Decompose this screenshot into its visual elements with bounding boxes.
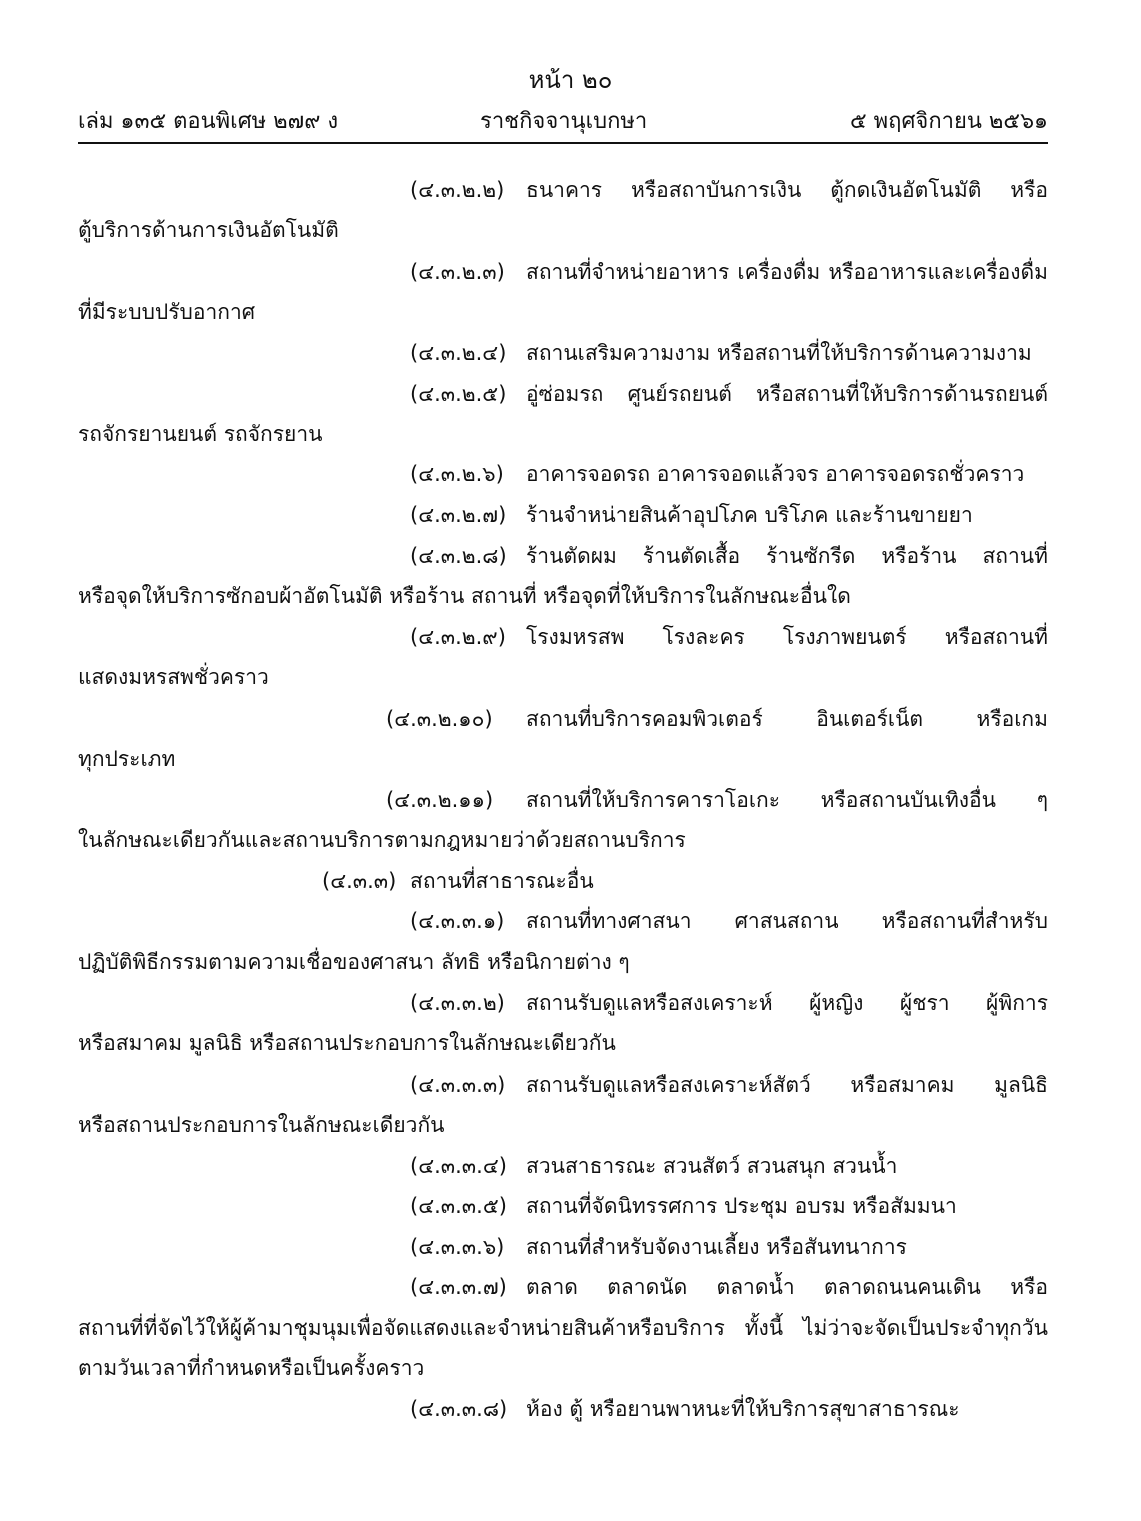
item-text: โรงมหรสพ โรงละคร โรงภาพยนตร์ หรือสถานที่: [526, 625, 1048, 649]
item-continuation: ตู้บริการด้านการเงินอัตโนมัติ: [78, 218, 339, 242]
list-item-continuation: [0, 212, 1141, 248]
list-item: [0, 1391, 1141, 1427]
item-number: (๔.๓.๓.๘): [410, 1397, 508, 1421]
list-item-continuation: [0, 741, 1141, 777]
item-number: (๔.๓.๓.๕): [410, 1194, 507, 1218]
list-item: [0, 538, 1141, 574]
list-item-continuation: [0, 944, 1141, 980]
item-text: ร้านตัดผม ร้านตัดเสื้อ ร้านซักรีด หรือร้าน สถานที่: [526, 544, 1048, 568]
list-item: [0, 497, 1141, 533]
item-text: สถานที่ให้บริการคาราโอเกะ หรือสถานบันเทิงอื่น ๆ: [526, 788, 1048, 812]
list-item-continuation: [0, 294, 1141, 330]
item-number: (๔.๓.๒.๑๑): [386, 788, 494, 812]
list-item-continuation: [0, 416, 1141, 452]
item-continuation: หรือจุดให้บริการซักอบผ้าอัตโนมัติ หรือร้าน สถานที่ หรือจุดที่ให้บริการในลักษณะอื่นใด: [78, 584, 851, 608]
item-continuation: ปฏิบัติพิธีกรรมตามความเชื่อของศาสนา ลัทธิ หรือนิกายต่าง ๆ: [78, 950, 630, 974]
item-number: (๔.๓.๓.๗): [410, 1275, 507, 1299]
item-text: สถานเสริมความงาม หรือสถานที่ให้บริการด้านความงาม: [526, 341, 1032, 365]
publication-name: ราชกิจจานุเบกษา: [480, 109, 648, 134]
list-item: [0, 1229, 1141, 1265]
list-item: [0, 1067, 1141, 1103]
list-item-continuation: [0, 1310, 1141, 1346]
item-text: สถานที่สาธารณะอื่น: [410, 869, 594, 893]
item-continuation: หรือสมาคม มูลนิธิ หรือสถานประกอบการในลักษณะเดียวกัน: [78, 1031, 616, 1055]
list-item: [0, 254, 1141, 290]
list-item: [0, 985, 1141, 1021]
list-item: [0, 701, 1141, 737]
item-number: (๔.๓.๒.๑๐): [386, 707, 493, 731]
item-text: สถานที่จำหน่ายอาหาร เครื่องดื่ม หรืออาหารและเครื่องดื่ม: [526, 260, 1048, 284]
item-number: (๔.๓.๒.๒): [410, 178, 505, 202]
item-text: สถานที่บริการคอมพิวเตอร์ อินเตอร์เน็ต หรือเกม: [526, 707, 1048, 731]
item-text: ร้านจำหน่ายสินค้าอุปโภค บริโภค และร้านขายยา: [526, 503, 973, 527]
list-item-continuation: [0, 659, 1141, 695]
item-text: ห้อง ตู้ หรือยานพาหนะที่ให้บริการสุขาสาธารณะ: [526, 1397, 960, 1421]
item-number: (๔.๓.๓.๖): [410, 1235, 505, 1259]
page-number: หน้า ๒๐: [528, 66, 613, 94]
item-text: สถานที่จัดนิทรรศการ ประชุม อบรม หรือสัมมนา: [526, 1194, 957, 1218]
list-item: [0, 903, 1141, 939]
volume-issue: เล่ม ๑๓๕ ตอนพิเศษ ๒๗๙ ง: [78, 109, 339, 134]
item-text: สถานที่ทางศาสนา ศาสนสถาน หรือสถานที่สำหรับ: [526, 909, 1048, 933]
list-item: [0, 376, 1141, 412]
item-number: (๔.๓.๒.๕): [410, 382, 507, 406]
item-continuation: รถจักรยานยนต์ รถจักรยาน: [78, 422, 323, 446]
item-number: (๔.๓.๒.๗): [410, 503, 507, 527]
list-item-continuation: [0, 1350, 1141, 1386]
list-item-continuation: [0, 822, 1141, 858]
item-continuation: แสดงมหรสพชั่วคราว: [78, 665, 269, 689]
item-text: สวนสาธารณะ สวนสัตว์ สวนสนุก สวนน้ำ: [526, 1154, 898, 1178]
section-heading: [0, 863, 1141, 899]
list-item: [0, 1188, 1141, 1224]
list-item: [0, 1269, 1141, 1305]
item-text: อู่ซ่อมรถ ศูนย์รถยนต์ หรือสถานที่ให้บริการด้านรถยนต์: [526, 382, 1048, 406]
item-number: (๔.๓.๒.๖): [410, 462, 504, 486]
list-item-continuation: [0, 1107, 1141, 1143]
item-number: (๔.๓.๓.๔): [410, 1154, 507, 1178]
item-number: (๔.๓.๒.๔): [410, 341, 507, 365]
item-number: (๔.๓.๒.๓): [410, 260, 505, 284]
publication-date: ๕ พฤศจิกายน ๒๕๖๑: [850, 109, 1048, 134]
item-number: (๔.๓.๓.๒): [410, 991, 505, 1015]
item-number: (๔.๓.๓.๑): [410, 909, 505, 933]
list-item: [0, 335, 1141, 371]
list-item: [0, 172, 1141, 208]
list-item: [0, 1148, 1141, 1184]
item-text: อาคารจอดรถ อาคารจอดแล้วจร อาคารจอดรถชั่วคราว: [526, 462, 1025, 486]
item-continuation: ในลักษณะเดียวกันและสถานบริการตามกฎหมายว่าด้วยสถานบริการ: [78, 828, 686, 852]
item-number: (๔.๓.๒.๙): [410, 625, 506, 649]
list-item: [0, 619, 1141, 655]
item-text: ตลาด ตลาดนัด ตลาดน้ำ ตลาดถนนคนเดิน หรือ: [526, 1275, 1048, 1299]
item-continuation: สถานที่ที่จัดไว้ให้ผู้ค้ามาชุมนุมเพื่อจัดแสดงและจำหน่ายสินค้าหรือบริการ ทั้งนี้ ไม่ว่าจะจัดเป็นประจำทุกวัน: [78, 1316, 1048, 1340]
item-number: (๔.๓.๓.๓): [410, 1073, 506, 1097]
item-number: (๔.๓.๓): [322, 869, 397, 893]
item-continuation: ที่มีระบบปรับอากาศ: [78, 300, 256, 324]
item-text: สถานรับดูแลหรือสงเคราะห์ ผู้หญิง ผู้ชรา ผู้พิการ: [526, 991, 1048, 1015]
item-continuation: หรือสถานประกอบการในลักษณะเดียวกัน: [78, 1113, 445, 1137]
list-item: [0, 456, 1141, 492]
item-continuation: ทุกประเภท: [78, 747, 176, 771]
item-number: (๔.๓.๒.๘): [410, 544, 507, 568]
item-text: สถานรับดูแลหรือสงเคราะห์สัตว์ หรือสมาคม มูลนิธิ: [526, 1073, 1048, 1097]
list-item-continuation: [0, 578, 1141, 614]
item-continuation: ตามวันเวลาที่กำหนดหรือเป็นครั้งคราว: [78, 1356, 425, 1380]
item-text: ธนาคาร หรือสถาบันการเงิน ตู้กดเงินอัตโนมัติ หรือ: [526, 178, 1048, 202]
list-item: [0, 782, 1141, 818]
list-item-continuation: [0, 1025, 1141, 1061]
item-text: สถานที่สำหรับจัดงานเลี้ยง หรือสันทนาการ: [526, 1235, 907, 1259]
